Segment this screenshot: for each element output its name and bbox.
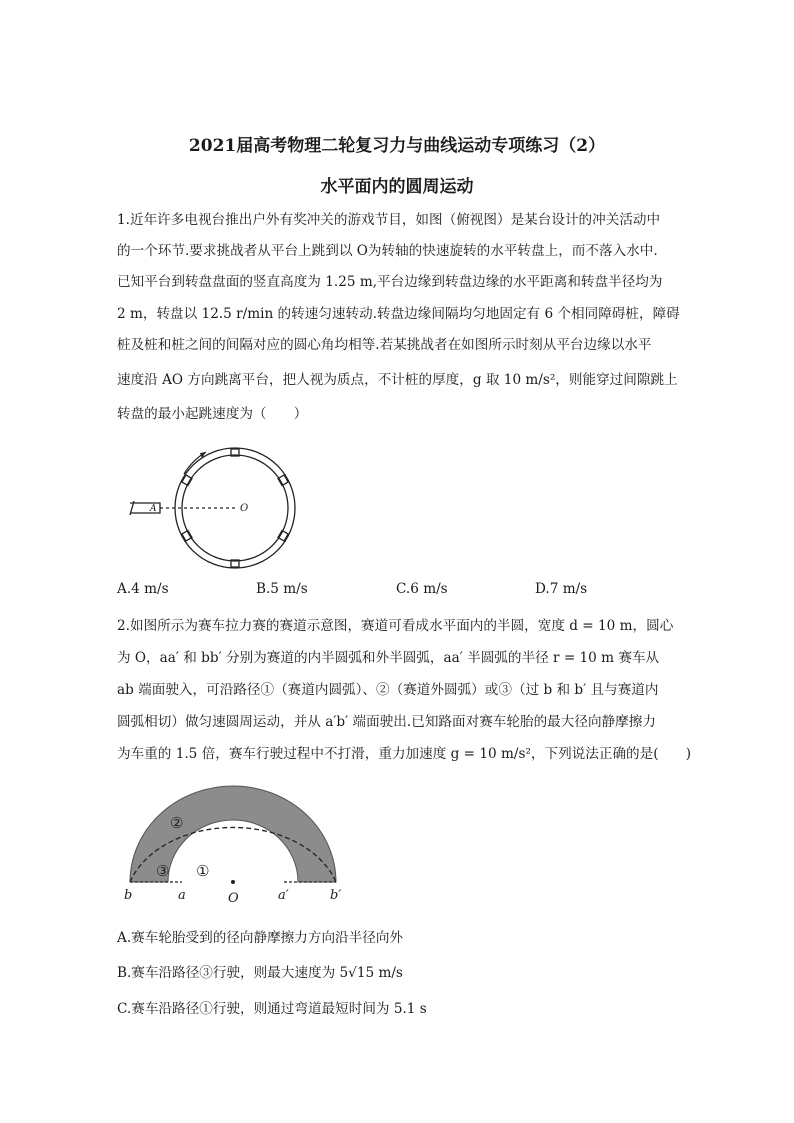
label-o: O bbox=[240, 503, 249, 514]
q1-option-c[interactable]: C.6 m/s bbox=[396, 581, 448, 597]
q1-option-d[interactable]: D.7 m/s bbox=[535, 581, 588, 597]
label-a-prime: a′ bbox=[278, 888, 289, 903]
q1-line: 桩及桩和桩之间的间隔对应的圆心角均相等.若某挑战者在如图所示时刻从平台边缘以水平 bbox=[117, 337, 652, 353]
q1-line: 2 m，转盘以 12.5 r/min 的转速匀速转动.转盘边缘间隔均匀地固定有 6 个相同障碍桩，障碍 bbox=[117, 306, 680, 322]
label-b: b bbox=[124, 888, 133, 903]
q1-line: 速度沿 AO 方向跳离平台，把人视为质点，不计桩的厚度，g 取 10 m/s²，则能穿过间隙跳上 bbox=[117, 372, 678, 388]
label-a: a bbox=[178, 888, 186, 903]
label-path-3: ③ bbox=[156, 862, 170, 880]
label-o: O bbox=[228, 891, 239, 906]
q2-option-c[interactable]: C.赛车沿路径①行驶，则通过弯道最短时间为 5.1 s bbox=[117, 1001, 427, 1017]
q1-line: 1.近年许多电视台推出户外有奖冲关的游戏节目，如图（俯视图）是某台设计的冲关活动中 bbox=[117, 212, 661, 228]
q2-line: 2.如图所示为赛车拉力赛的赛道示意图，赛道可看成水平面内的半圆，宽度 d = 10 m，圆心 bbox=[117, 618, 674, 634]
label-path-1: ① bbox=[196, 862, 210, 880]
turntable-figure bbox=[120, 440, 320, 585]
q2-line: 为 O，aa′ 和 bb′ 分别为赛道的内半圆弧和外半圆弧，aa′ 半圆弧的半径 r = 10 m 赛车从 bbox=[117, 650, 660, 666]
document-title: 2021届高考物理二轮复习力与曲线运动专项练习（2） bbox=[188, 136, 606, 156]
q2-line: 为车重的 1.5 倍，赛车行驶过程中不打滑，重力加速度 g = 10 m/s²，下列说法正确的是( ) bbox=[117, 746, 692, 762]
document-subtitle: 水平面内的圆周运动 bbox=[320, 177, 474, 197]
q2-line: ab 端面驶入，可沿路径①（赛道内圆弧）、②（赛道外圆弧）或③（过 b 和 b′ 且与赛道内 bbox=[117, 682, 659, 698]
q2-line: 圆弧相切）做匀速圆周运动，并从 a′b′ 端面驶出.已知路面对赛车轮胎的最大径向静摩擦力 bbox=[117, 714, 656, 730]
race-track-figure bbox=[118, 776, 356, 906]
center-point bbox=[231, 880, 235, 884]
q1-line: 转盘的最小起跳速度为（ ） bbox=[117, 406, 308, 422]
label-b-prime: b′ bbox=[330, 888, 342, 903]
q1-option-b[interactable]: B.5 m/s bbox=[256, 581, 308, 597]
q2-option-a[interactable]: A.赛车轮胎受到的径向静摩擦力方向沿半径向外 bbox=[117, 930, 404, 946]
label-path-2: ② bbox=[170, 814, 184, 832]
label-a: A bbox=[150, 504, 157, 514]
q2-option-b[interactable]: B.赛车沿路径③行驶，则最大速度为 5√15 m/s bbox=[117, 965, 403, 981]
q1-option-a[interactable]: A.4 m/s bbox=[117, 581, 169, 597]
q1-line: 已知平台到转盘盘面的竖直高度为 1.25 m,平台边缘到转盘边缘的水平距离和转盘半径均为 bbox=[117, 274, 663, 290]
q1-line: 的一个环节.要求挑战者从平台上跳到以 O为转轴的快速旋转的水平转盘上，而不落入水中. bbox=[117, 243, 658, 259]
